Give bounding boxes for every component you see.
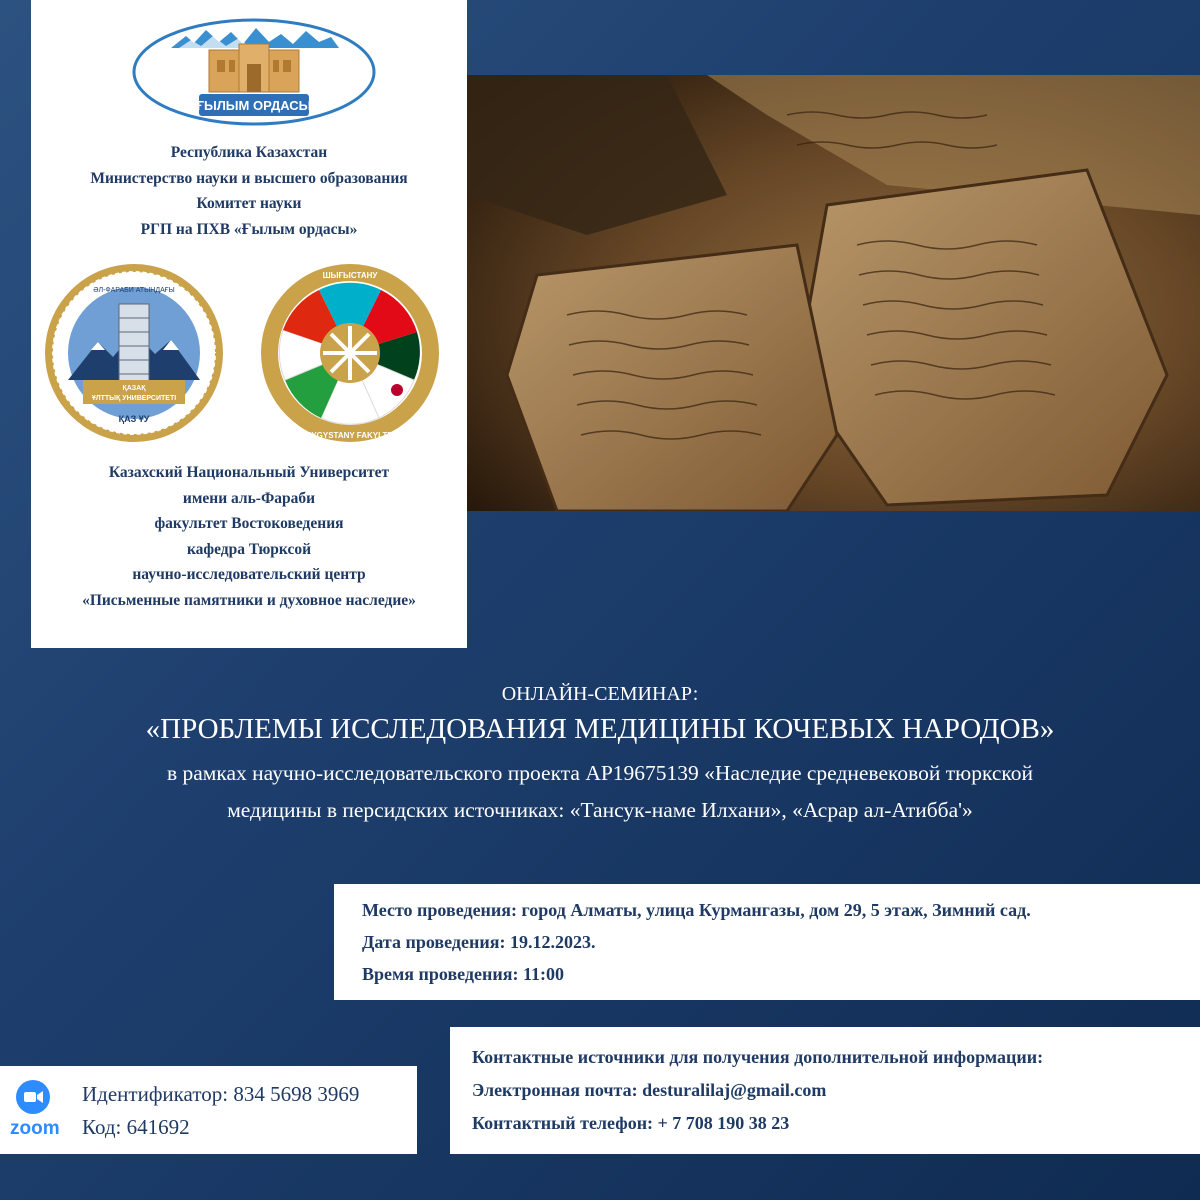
- seminar-subtitle-line: в рамках научно-исследовательского проекта AP19675139 «Наследие средневековой тюркской: [166, 761, 1034, 785]
- organizer-lines: [31, 140, 467, 242]
- org-line: РГП на ПХВ «Ғылым ордасы»: [140, 220, 358, 238]
- zoom-brand: zoom: [10, 1118, 60, 1139]
- zoom-id: Идентификатор: 834 5698 3969: [82, 1082, 360, 1106]
- zoom-info-box: [0, 1066, 417, 1154]
- kaznu-emblem: [43, 262, 225, 444]
- gylym-ordasy-logo: [131, 18, 377, 126]
- svg-text:ҚАЗАҚ: ҚАЗАҚ: [122, 385, 146, 392]
- org-line: Республика Казахстан: [170, 144, 328, 161]
- org-line: Министерство науки и высшего образования: [90, 169, 408, 187]
- zoom-code: Код: 641692: [82, 1115, 190, 1139]
- logo-label: ҒЫЛЫМ ОРДАСЫ: [196, 98, 312, 113]
- faculty-emblem: [259, 262, 441, 444]
- svg-text:ҰЛТТЫҚ УНИВЕРСИТЕТІ: ҰЛТТЫҚ УНИВЕРСИТЕТІ: [91, 395, 177, 402]
- svg-text:ҚАЗ ҰУ: ҚАЗ ҰУ: [118, 414, 150, 424]
- event-time: Время проведения: 11:00: [362, 964, 564, 984]
- contact-email: Электронная почта: desturalilaj@gmail.com: [472, 1080, 827, 1100]
- university-line: имени аль-Фараби: [182, 489, 316, 507]
- svg-text:ӘЛ-ФАРАБИ АТЫНДАҒЫ: ӘЛ-ФАРАБИ АТЫНДАҒЫ: [93, 287, 175, 294]
- contact-heading: Контактные источники для получения дополнительной информации:: [472, 1047, 1044, 1067]
- zoom-camera-icon: [16, 1080, 50, 1114]
- seminar-kind: ОНЛАЙН-СЕМИНАР:: [501, 683, 699, 705]
- university-line: кафедра Тюрксой: [186, 540, 312, 558]
- university-lines: [31, 460, 467, 613]
- university-line: «Письменные памятники и духовное наследие»: [82, 591, 416, 609]
- university-line: Казахский Национальный Университет: [108, 464, 390, 481]
- manuscript-image: [467, 75, 1200, 511]
- university-line: научно-исследовательский центр: [132, 566, 366, 583]
- organizers-panel: [31, 0, 467, 648]
- svg-text:ШЫҒЫСТАНУ: ШЫҒЫСТАНУ: [322, 271, 378, 280]
- contact-phone: Контактный телефон: + 7 708 190 38 23: [472, 1113, 790, 1133]
- contact-info-box: [450, 1027, 1200, 1154]
- svg-text:SHYGYSTANY FAKYLTETI: SHYGYSTANY FAKYLTETI: [300, 431, 400, 440]
- seminar-title: «ПРОБЛЕМЫ ИССЛЕДОВАНИЯ МЕДИЦИНЫ КОЧЕВЫХ НАРОДОВ»: [145, 713, 1055, 745]
- event-info-box: [334, 884, 1200, 1000]
- event-date: Дата проведения: 19.12.2023.: [362, 932, 596, 952]
- event-place: Место проведения: город Алматы, улица Курмангазы, дом 29, 5 этаж, Зимний сад.: [362, 900, 1031, 920]
- org-line: Комитет науки: [196, 195, 302, 212]
- manuscript-photo: [467, 75, 1200, 511]
- seminar-subtitle-line: медицины в персидских источниках: «Тансук-наме Илхани», «Асрар ал-Атибба'»: [227, 798, 973, 822]
- university-line: факультет Востоковедения: [154, 515, 344, 532]
